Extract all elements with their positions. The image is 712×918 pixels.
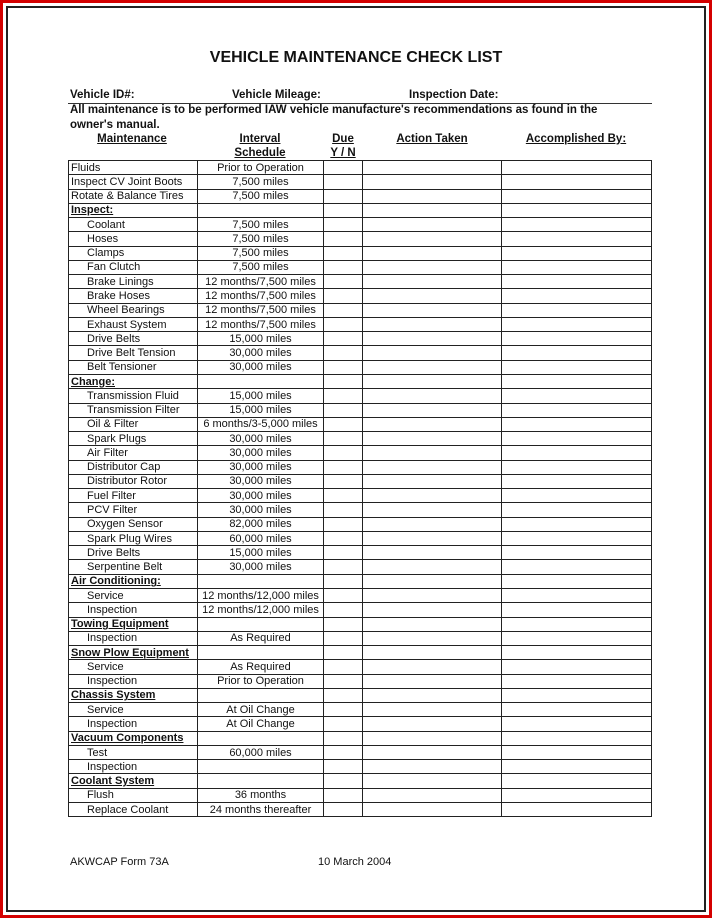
maintenance-cell: Flush	[69, 788, 198, 802]
action-taken-cell[interactable]	[363, 546, 502, 560]
maintenance-cell: Inspection	[69, 631, 198, 645]
interval-cell: 7,500 miles	[198, 175, 324, 189]
action-taken-cell[interactable]	[363, 745, 502, 759]
section-row	[69, 731, 652, 745]
maintenance-cell: Serpentine Belt	[69, 560, 198, 574]
table-row	[69, 460, 652, 474]
due-cell[interactable]	[324, 560, 363, 574]
action-taken-cell[interactable]	[363, 303, 502, 317]
section-row	[69, 774, 652, 788]
interval-cell	[198, 760, 324, 774]
accomplished-by-cell[interactable]	[502, 403, 652, 417]
table-row	[69, 446, 652, 460]
accomplished-by-cell[interactable]	[502, 332, 652, 346]
table-row	[69, 403, 652, 417]
action-taken-cell[interactable]	[363, 432, 502, 446]
table-row	[69, 260, 652, 274]
due-cell[interactable]	[324, 175, 363, 189]
action-taken-cell[interactable]	[363, 374, 502, 388]
due-cell[interactable]	[324, 346, 363, 360]
table-row	[69, 317, 652, 331]
action-taken-cell[interactable]	[363, 774, 502, 788]
action-taken-cell[interactable]	[363, 660, 502, 674]
action-taken-cell[interactable]	[363, 161, 502, 175]
maintenance-cell: Air Filter	[69, 446, 198, 460]
maintenance-cell: Exhaust System	[69, 317, 198, 331]
action-taken-cell[interactable]	[363, 574, 502, 588]
action-taken-cell[interactable]	[363, 275, 502, 289]
due-cell[interactable]	[324, 688, 363, 702]
accomplished-by-cell[interactable]	[502, 731, 652, 745]
action-taken-cell[interactable]	[363, 360, 502, 374]
accomplished-by-cell[interactable]	[502, 603, 652, 617]
action-taken-cell[interactable]	[363, 788, 502, 802]
due-cell[interactable]	[324, 189, 363, 203]
interval-cell: 30,000 miles	[198, 360, 324, 374]
accomplished-by-cell[interactable]	[502, 531, 652, 545]
accomplished-by-cell[interactable]	[502, 788, 652, 802]
interval-cell: 30,000 miles	[198, 446, 324, 460]
maintenance-cell: Vacuum Components	[69, 731, 198, 745]
due-cell[interactable]	[324, 631, 363, 645]
accomplished-by-cell[interactable]	[502, 360, 652, 374]
maintenance-cell: Service	[69, 660, 198, 674]
interval-cell: At Oil Change	[198, 703, 324, 717]
header-due	[323, 132, 363, 160]
due-cell[interactable]	[324, 360, 363, 374]
accomplished-by-cell[interactable]	[502, 175, 652, 189]
interval-cell: 7,500 miles	[198, 260, 324, 274]
table-row	[69, 275, 652, 289]
action-taken-cell[interactable]	[363, 346, 502, 360]
due-cell[interactable]	[324, 760, 363, 774]
interval-cell	[198, 774, 324, 788]
maintenance-cell: Spark Plug Wires	[69, 531, 198, 545]
due-cell[interactable]	[324, 703, 363, 717]
table-row	[69, 588, 652, 602]
action-taken-cell[interactable]	[363, 802, 502, 816]
accomplished-by-cell[interactable]	[502, 646, 652, 660]
action-taken-cell[interactable]	[363, 531, 502, 545]
accomplished-by-cell[interactable]	[502, 631, 652, 645]
accomplished-by-cell[interactable]	[502, 474, 652, 488]
table-row	[69, 232, 652, 246]
accomplished-by-cell[interactable]	[502, 218, 652, 232]
action-taken-cell[interactable]	[363, 674, 502, 688]
accomplished-by-cell[interactable]	[502, 460, 652, 474]
maintenance-cell: Drive Belts	[69, 546, 198, 560]
table-row	[69, 489, 652, 503]
table-row	[69, 189, 652, 203]
interval-cell: As Required	[198, 660, 324, 674]
table-row	[69, 474, 652, 488]
due-cell[interactable]	[324, 489, 363, 503]
maintenance-cell: Wheel Bearings	[69, 303, 198, 317]
table-row	[69, 389, 652, 403]
table-row	[69, 674, 652, 688]
table-row	[69, 503, 652, 517]
maintenance-cell: Transmission Filter	[69, 403, 198, 417]
instructions-note: All maintenance is to be performed IAW vehicle manufacture's recommendations as found in the owner's manual.	[70, 104, 598, 131]
due-cell[interactable]	[324, 218, 363, 232]
interval-cell: 82,000 miles	[198, 517, 324, 531]
table-row	[69, 218, 652, 232]
accomplished-by-cell[interactable]	[502, 161, 652, 175]
action-taken-cell[interactable]	[363, 389, 502, 403]
vehicle-id-label: Vehicle ID#:	[70, 89, 135, 101]
accomplished-by-cell[interactable]	[502, 303, 652, 317]
maintenance-cell: PCV Filter	[69, 503, 198, 517]
action-taken-cell[interactable]	[363, 289, 502, 303]
maintenance-cell: Fluids	[69, 161, 198, 175]
table-row	[69, 546, 652, 560]
interval-cell: 7,500 miles	[198, 189, 324, 203]
accomplished-by-cell[interactable]	[502, 432, 652, 446]
interval-cell: 7,500 miles	[198, 246, 324, 260]
accomplished-by-cell[interactable]	[502, 446, 652, 460]
due-cell[interactable]	[324, 531, 363, 545]
due-cell[interactable]	[324, 517, 363, 531]
maintenance-cell: Inspection	[69, 760, 198, 774]
maintenance-cell: Inspect CV Joint Boots	[69, 175, 198, 189]
due-cell[interactable]	[324, 802, 363, 816]
due-cell[interactable]	[324, 574, 363, 588]
interval-cell: 24 months thereafter	[198, 802, 324, 816]
interval-cell: 12 months/7,500 miles	[198, 303, 324, 317]
interval-cell	[198, 731, 324, 745]
interval-cell	[198, 688, 324, 702]
interval-cell: 30,000 miles	[198, 489, 324, 503]
accomplished-by-cell[interactable]	[502, 774, 652, 788]
action-taken-cell[interactable]	[363, 731, 502, 745]
interval-cell: 15,000 miles	[198, 403, 324, 417]
accomplished-by-cell[interactable]	[502, 203, 652, 217]
maintenance-cell: Chassis System	[69, 688, 198, 702]
table-row	[69, 517, 652, 531]
maintenance-cell: Snow Plow Equipment	[69, 646, 198, 660]
action-taken-cell[interactable]	[363, 646, 502, 660]
due-cell[interactable]	[324, 731, 363, 745]
due-cell[interactable]	[324, 774, 363, 788]
accomplished-by-cell[interactable]	[502, 546, 652, 560]
action-taken-cell[interactable]	[363, 260, 502, 274]
due-cell[interactable]	[324, 374, 363, 388]
table-row	[69, 432, 652, 446]
interval-cell: 30,000 miles	[198, 460, 324, 474]
action-taken-cell[interactable]	[363, 631, 502, 645]
due-cell[interactable]	[324, 403, 363, 417]
header-maintenance: Maintenance	[97, 133, 167, 145]
action-taken-cell[interactable]	[363, 603, 502, 617]
interval-cell: 30,000 miles	[198, 474, 324, 488]
section-row	[69, 617, 652, 631]
action-taken-cell[interactable]	[363, 503, 502, 517]
table-row	[69, 175, 652, 189]
maintenance-cell: Oxygen Sensor	[69, 517, 198, 531]
action-taken-cell[interactable]	[363, 760, 502, 774]
action-taken-cell[interactable]	[363, 332, 502, 346]
maintenance-cell: Change:	[69, 374, 198, 388]
action-taken-cell[interactable]	[363, 517, 502, 531]
action-taken-cell[interactable]	[363, 474, 502, 488]
due-cell[interactable]	[324, 317, 363, 331]
accomplished-by-cell[interactable]	[502, 246, 652, 260]
interval-cell	[198, 646, 324, 660]
due-cell[interactable]	[324, 303, 363, 317]
due-cell[interactable]	[324, 389, 363, 403]
interval-cell: 30,000 miles	[198, 560, 324, 574]
due-cell[interactable]	[324, 417, 363, 431]
due-cell[interactable]	[324, 289, 363, 303]
action-taken-cell[interactable]	[363, 232, 502, 246]
maintenance-cell: Service	[69, 588, 198, 602]
maintenance-cell: Transmission Fluid	[69, 389, 198, 403]
table-row	[69, 660, 652, 674]
interval-cell: 30,000 miles	[198, 346, 324, 360]
table-row	[69, 603, 652, 617]
section-row	[69, 374, 652, 388]
action-taken-cell[interactable]	[363, 403, 502, 417]
accomplished-by-cell[interactable]	[502, 617, 652, 631]
accomplished-by-cell[interactable]	[502, 760, 652, 774]
table-row	[69, 246, 652, 260]
section-row	[69, 574, 652, 588]
page-title: VEHICLE MAINTENANCE CHECK LIST	[209, 49, 503, 66]
due-cell[interactable]	[324, 546, 363, 560]
due-cell[interactable]	[324, 603, 363, 617]
table-row	[69, 346, 652, 360]
maintenance-cell: Spark Plugs	[69, 432, 198, 446]
interval-cell: 12 months/7,500 miles	[198, 275, 324, 289]
due-cell[interactable]	[324, 446, 363, 460]
accomplished-by-cell[interactable]	[502, 289, 652, 303]
action-taken-cell[interactable]	[363, 417, 502, 431]
table-row	[69, 303, 652, 317]
interval-cell: 60,000 miles	[198, 745, 324, 759]
accomplished-by-cell[interactable]	[502, 275, 652, 289]
maintenance-cell: Hoses	[69, 232, 198, 246]
due-cell[interactable]	[324, 332, 363, 346]
maintenance-cell: Fuel Filter	[69, 489, 198, 503]
interval-cell: 12 months/7,500 miles	[198, 289, 324, 303]
due-cell[interactable]	[324, 660, 363, 674]
interval-cell: As Required	[198, 631, 324, 645]
section-row	[69, 688, 652, 702]
interval-cell	[198, 574, 324, 588]
accomplished-by-cell[interactable]	[502, 717, 652, 731]
interval-cell: 30,000 miles	[198, 503, 324, 517]
accomplished-by-cell[interactable]	[502, 260, 652, 274]
table-row	[69, 717, 652, 731]
accomplished-by-cell[interactable]	[502, 703, 652, 717]
form-number: AKWCAP Form 73A	[70, 856, 169, 868]
action-taken-cell[interactable]	[363, 688, 502, 702]
accomplished-by-cell[interactable]	[502, 588, 652, 602]
accomplished-by-cell[interactable]	[502, 417, 652, 431]
interval-cell: 7,500 miles	[198, 218, 324, 232]
interval-cell: 15,000 miles	[198, 546, 324, 560]
accomplished-by-cell[interactable]	[502, 574, 652, 588]
maintenance-cell: Inspection	[69, 717, 198, 731]
maintenance-cell: Coolant	[69, 218, 198, 232]
accomplished-by-cell[interactable]	[502, 517, 652, 531]
section-row	[69, 203, 652, 217]
action-taken-cell[interactable]	[363, 717, 502, 731]
maintenance-cell: Coolant System	[69, 774, 198, 788]
maintenance-cell: Brake Linings	[69, 275, 198, 289]
accomplished-by-cell[interactable]	[502, 232, 652, 246]
table-row	[69, 417, 652, 431]
due-cell[interactable]	[324, 432, 363, 446]
table-row	[69, 703, 652, 717]
action-taken-cell[interactable]	[363, 218, 502, 232]
accomplished-by-cell[interactable]	[502, 660, 652, 674]
action-taken-cell[interactable]	[363, 203, 502, 217]
accomplished-by-cell[interactable]	[502, 346, 652, 360]
due-cell[interactable]	[324, 717, 363, 731]
maintenance-cell: Fan Clutch	[69, 260, 198, 274]
action-taken-cell[interactable]	[363, 703, 502, 717]
interval-cell	[198, 374, 324, 388]
due-cell[interactable]	[324, 503, 363, 517]
maintenance-cell: Rotate & Balance Tires	[69, 189, 198, 203]
header-interval	[220, 132, 300, 160]
interval-cell: 30,000 miles	[198, 432, 324, 446]
accomplished-by-cell[interactable]	[502, 802, 652, 816]
table-row	[69, 332, 652, 346]
maintenance-cell: Inspection	[69, 674, 198, 688]
maintenance-cell: Inspection	[69, 603, 198, 617]
action-taken-cell[interactable]	[363, 588, 502, 602]
interval-cell: 7,500 miles	[198, 232, 324, 246]
due-cell[interactable]	[324, 788, 363, 802]
maintenance-cell: Drive Belt Tension	[69, 346, 198, 360]
accomplished-by-cell[interactable]	[502, 503, 652, 517]
interval-cell	[198, 203, 324, 217]
interval-cell: At Oil Change	[198, 717, 324, 731]
section-row	[69, 646, 652, 660]
accomplished-by-cell[interactable]	[502, 489, 652, 503]
due-cell[interactable]	[324, 617, 363, 631]
maintenance-cell: Towing Equipment	[69, 617, 198, 631]
due-cell[interactable]	[324, 161, 363, 175]
table-row	[69, 560, 652, 574]
due-cell[interactable]	[324, 646, 363, 660]
maintenance-cell: Belt Tensioner	[69, 360, 198, 374]
maintenance-cell: Test	[69, 745, 198, 759]
action-taken-cell[interactable]	[363, 446, 502, 460]
accomplished-by-cell[interactable]	[502, 317, 652, 331]
table-row	[69, 760, 652, 774]
header-accomplished-by: Accomplished By:	[525, 133, 627, 145]
maintenance-cell: Clamps	[69, 246, 198, 260]
interval-cell: 15,000 miles	[198, 332, 324, 346]
header-due-line1: Due	[332, 133, 354, 145]
due-cell[interactable]	[324, 674, 363, 688]
vehicle-mileage-label: Vehicle Mileage:	[232, 89, 321, 101]
accomplished-by-cell[interactable]	[502, 745, 652, 759]
maintenance-cell: Oil & Filter	[69, 417, 198, 431]
interval-cell	[198, 617, 324, 631]
interval-cell: 12 months/12,000 miles	[198, 588, 324, 602]
table-row	[69, 360, 652, 374]
header-due-line2: Y / N	[330, 147, 356, 159]
due-cell[interactable]	[324, 588, 363, 602]
table-row	[69, 289, 652, 303]
table-row	[69, 631, 652, 645]
interval-cell: 12 months/12,000 miles	[198, 603, 324, 617]
header-interval-line1: Interval	[239, 133, 281, 145]
action-taken-cell[interactable]	[363, 175, 502, 189]
accomplished-by-cell[interactable]	[502, 374, 652, 388]
accomplished-by-cell[interactable]	[502, 560, 652, 574]
due-cell[interactable]	[324, 275, 363, 289]
action-taken-cell[interactable]	[363, 489, 502, 503]
interval-cell: 6 months/3-5,000 miles	[198, 417, 324, 431]
header-action-taken: Action Taken	[396, 133, 468, 145]
interval-cell: Prior to Operation	[198, 674, 324, 688]
interval-cell: 60,000 miles	[198, 531, 324, 545]
due-cell[interactable]	[324, 246, 363, 260]
table-row	[69, 531, 652, 545]
interval-cell: 15,000 miles	[198, 389, 324, 403]
maintenance-cell: Brake Hoses	[69, 289, 198, 303]
maintenance-cell: Distributor Cap	[69, 460, 198, 474]
inspection-date-label: Inspection Date:	[409, 89, 499, 101]
due-cell[interactable]	[324, 232, 363, 246]
maintenance-cell: Drive Belts	[69, 332, 198, 346]
maintenance-cell: Replace Coolant	[69, 802, 198, 816]
action-taken-cell[interactable]	[363, 246, 502, 260]
maintenance-table	[68, 160, 652, 817]
maintenance-cell: Distributor Rotor	[69, 474, 198, 488]
accomplished-by-cell[interactable]	[502, 674, 652, 688]
due-cell[interactable]	[324, 745, 363, 759]
action-taken-cell[interactable]	[363, 460, 502, 474]
interval-cell: 12 months/7,500 miles	[198, 317, 324, 331]
interval-cell: Prior to Operation	[198, 161, 324, 175]
action-taken-cell[interactable]	[363, 617, 502, 631]
maintenance-cell: Inspect:	[69, 203, 198, 217]
accomplished-by-cell[interactable]	[502, 688, 652, 702]
action-taken-cell[interactable]	[363, 560, 502, 574]
table-row	[69, 788, 652, 802]
action-taken-cell[interactable]	[363, 317, 502, 331]
due-cell[interactable]	[324, 460, 363, 474]
due-cell[interactable]	[324, 203, 363, 217]
action-taken-cell[interactable]	[363, 189, 502, 203]
form-date: 10 March 2004	[318, 856, 392, 868]
due-cell[interactable]	[324, 260, 363, 274]
interval-cell: 36 months	[198, 788, 324, 802]
table-row	[69, 802, 652, 816]
accomplished-by-cell[interactable]	[502, 389, 652, 403]
header-interval-line2: Schedule	[234, 147, 286, 159]
due-cell[interactable]	[324, 474, 363, 488]
maintenance-cell: Service	[69, 703, 198, 717]
maintenance-cell: Air Conditioning:	[69, 574, 198, 588]
accomplished-by-cell[interactable]	[502, 189, 652, 203]
table-row	[69, 161, 652, 175]
table-row	[69, 745, 652, 759]
